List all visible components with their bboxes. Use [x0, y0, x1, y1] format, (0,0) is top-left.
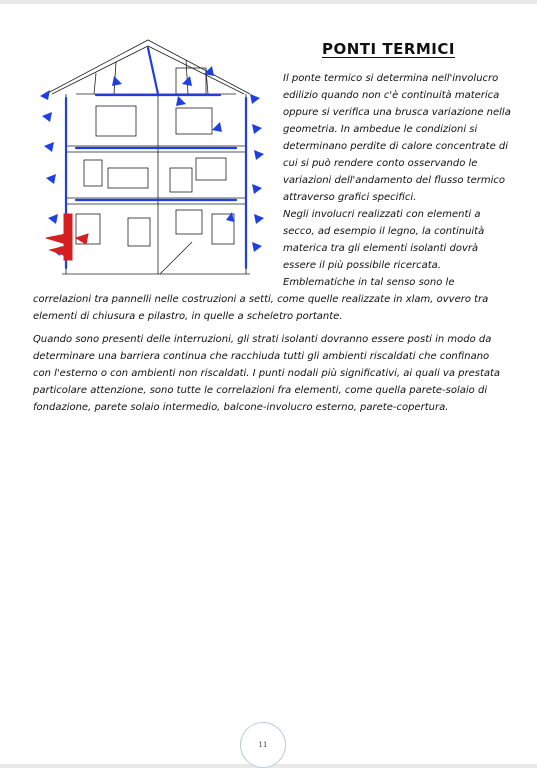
page-number: 11	[258, 741, 268, 749]
paragraph-dry-envelope: Negli involucri realizzati con elementi a secco, ad esempio il legno, la continuità materica tra gli elementi isolanti dovrà essere il più possibile ricercata. Emblematiche in tal senso sono le	[283, 209, 485, 288]
document-page	[0, 4, 537, 764]
paragraph-insulation-continuity: Quando sono presenti delle interruzioni, gli strati isolanti dovranno essere posti in modo da determinare una barriera continua che racchiuda tutti gli ambienti riscaldati che confinano con l'esterno o con ambienti non riscaldati. I punti nodali più significativi, ai quali va prestata particolare attenzione, sono tutte le correlazioni fra elementi, come quella parete-solaio di fondazione, parete solaio intermedio, balcone-involucro esterno, parete-copertura.	[33, 334, 501, 413]
page-title: PONTI TERMICI	[322, 40, 455, 58]
paragraph-intro: Il ponte termico si determina nell'involucro edilizio quando non c'è continuità materica oppure si verifica una brusca variazione nella geometria. In ambedue le condizioni si determinano perdite di calore concentrate di cui si può rendere conto osservando le variazioni dell'andamento del flusso termico attraverso grafici specifici.	[283, 73, 511, 203]
page-number-badge	[240, 722, 286, 768]
house-cross-section-illustration	[36, 38, 274, 278]
paragraph-dry-envelope-continued: correlazioni tra pannelli nelle costruzioni a setti, come quelle realizzate in xlam, ovvero tra elementi di chiusura e pilastro, in quelle a scheletro portante.	[33, 294, 489, 322]
